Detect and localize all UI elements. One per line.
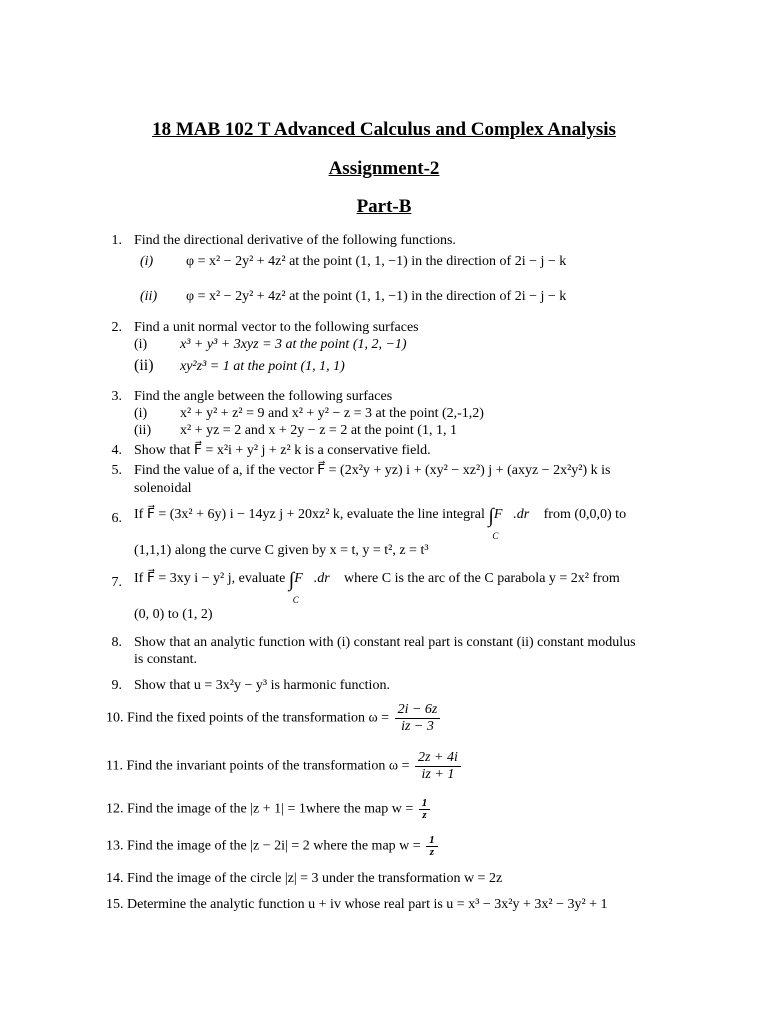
integral-sign: ∫ C	[488, 508, 493, 525]
question-text-continued: (1,1,1) along the curve C given by x = t, y = t², z = t³	[134, 543, 429, 558]
question-text-continued: solenoidal	[134, 481, 192, 496]
part-title: Part-B	[356, 196, 412, 217]
fraction	[426, 835, 438, 858]
question-line	[106, 750, 461, 783]
question-text: Find the image of the |z − 2i| = 2 where the map w =	[127, 838, 421, 854]
question-line	[106, 896, 608, 913]
question-number: 6.	[111, 511, 122, 526]
question-text: Determine the analytic function u + iv whose real part is u = x³ − 3x²y + 3x² − 3y² + 1	[127, 897, 608, 912]
assignment-title: Assignment-2	[328, 158, 440, 179]
sub-expression: x² + y² + z² = 9 and x² + y² − z = 3 at the point (2,-1,2)	[180, 406, 484, 421]
denominator: z	[422, 809, 427, 821]
question-number: 7.	[111, 575, 122, 590]
denominator: z	[429, 846, 435, 858]
fraction	[395, 702, 441, 735]
numerator: 1	[419, 798, 431, 810]
denominator: iz − 3	[401, 719, 434, 734]
question-text: Find the fixed points of the transformation ω =	[127, 710, 390, 726]
question-text-continued: (0, 0) to (1, 2)	[134, 607, 213, 622]
question-text-continued: is constant.	[134, 652, 197, 667]
question-text-part: If F⃗ = 3xy i − y² j, evaluate	[134, 571, 286, 586]
numerator: 2z + 4i	[415, 750, 461, 767]
question-number: 14.	[106, 871, 124, 886]
fraction	[419, 798, 431, 821]
question-text-part: where C is the arc of the C parabola y = 2x² from	[344, 571, 620, 586]
numerator: 2i − 6z	[395, 702, 441, 719]
question-number: 5.	[111, 463, 122, 478]
sub-expression: φ = x² − 2y² + 4z² at the point (1, 1, −1) in the direction of 2i − j − k	[186, 254, 567, 269]
question-text	[134, 569, 620, 605]
fraction	[415, 750, 461, 783]
contour-label: C	[492, 531, 499, 541]
question-text: Find the invariant points of the transformation ω =	[126, 758, 410, 774]
question-text-part: If F⃗ = (3x² + 6y) i − 14yz j + 20xz² k, evaluate the line integral	[134, 507, 485, 522]
question-line	[106, 835, 438, 858]
question-number: 3.	[111, 389, 122, 404]
numerator: 1	[426, 835, 438, 847]
sub-expression: x² + yz = 2 and x + 2y − z = 2 at the point (1, 1, 1	[180, 423, 457, 438]
question-number: 8.	[111, 635, 122, 650]
question-number: 13.	[106, 838, 124, 854]
integral-sign: ∫ C	[289, 572, 294, 589]
question-text: Show that an analytic function with (i) constant real part is constant (ii) constant modulus	[134, 635, 636, 650]
question-number: 10.	[106, 710, 124, 726]
integrand: F⃗.dr⃗	[294, 571, 341, 586]
sub-label: (ii)	[134, 423, 152, 438]
question-text: Find the image of the |z + 1| = 1where the map w =	[127, 801, 414, 817]
sub-expression: xy²z³ = 1 at the point (1, 1, 1)	[180, 359, 345, 374]
question-text: Find the value of a, if the vector F⃗ = (2x²y + yz) i + (xy² − xz²) j + (axyz − 2x²y²) k is	[134, 463, 611, 478]
question-number: 15.	[106, 897, 124, 912]
question-number: 1.	[111, 233, 122, 248]
sub-label: (i)	[140, 254, 154, 269]
sub-label: (i)	[134, 406, 148, 421]
question-number: 2.	[111, 320, 122, 335]
question-line	[106, 870, 502, 887]
question-text	[134, 505, 627, 541]
question-number: 4.	[111, 443, 122, 458]
question-number: 11.	[106, 758, 123, 774]
sub-expression: φ = x² − 2y² + 4z² at the point (1, 1, −1) in the direction of 2i − j − k	[186, 289, 567, 304]
sub-label: (ii)	[134, 357, 154, 374]
question-text-part: from (0,0,0) to	[543, 507, 627, 522]
contour-label: C	[292, 595, 299, 605]
sub-expression: x³ + y³ + 3xyz = 3 at the point (1, 2, −1)	[180, 337, 407, 352]
question-number: 12.	[106, 801, 124, 817]
sub-label: (ii)	[140, 289, 158, 304]
integrand: F⃗.dr⃗	[493, 507, 541, 522]
question-text: Find a unit normal vector to the following surfaces	[134, 320, 419, 335]
denominator: iz + 1	[421, 767, 455, 782]
question-line	[106, 702, 440, 735]
question-line	[106, 798, 430, 821]
question-text: Find the image of the circle |z| = 3 under the transformation w = 2z	[127, 871, 503, 886]
question-number: 9.	[111, 678, 122, 693]
question-text: Find the directional derivative of the following functions.	[134, 233, 456, 248]
question-text: Show that F⃗ = x²i + y² j + z² k is a conservative field.	[134, 443, 431, 458]
sub-label: (i)	[134, 337, 148, 352]
question-text: Find the angle between the following surfaces	[134, 389, 393, 404]
course-title: 18 MAB 102 T Advanced Calculus and Complex Analysis	[152, 119, 616, 140]
question-text: Show that u = 3x²y − y³ is harmonic function.	[134, 678, 390, 693]
